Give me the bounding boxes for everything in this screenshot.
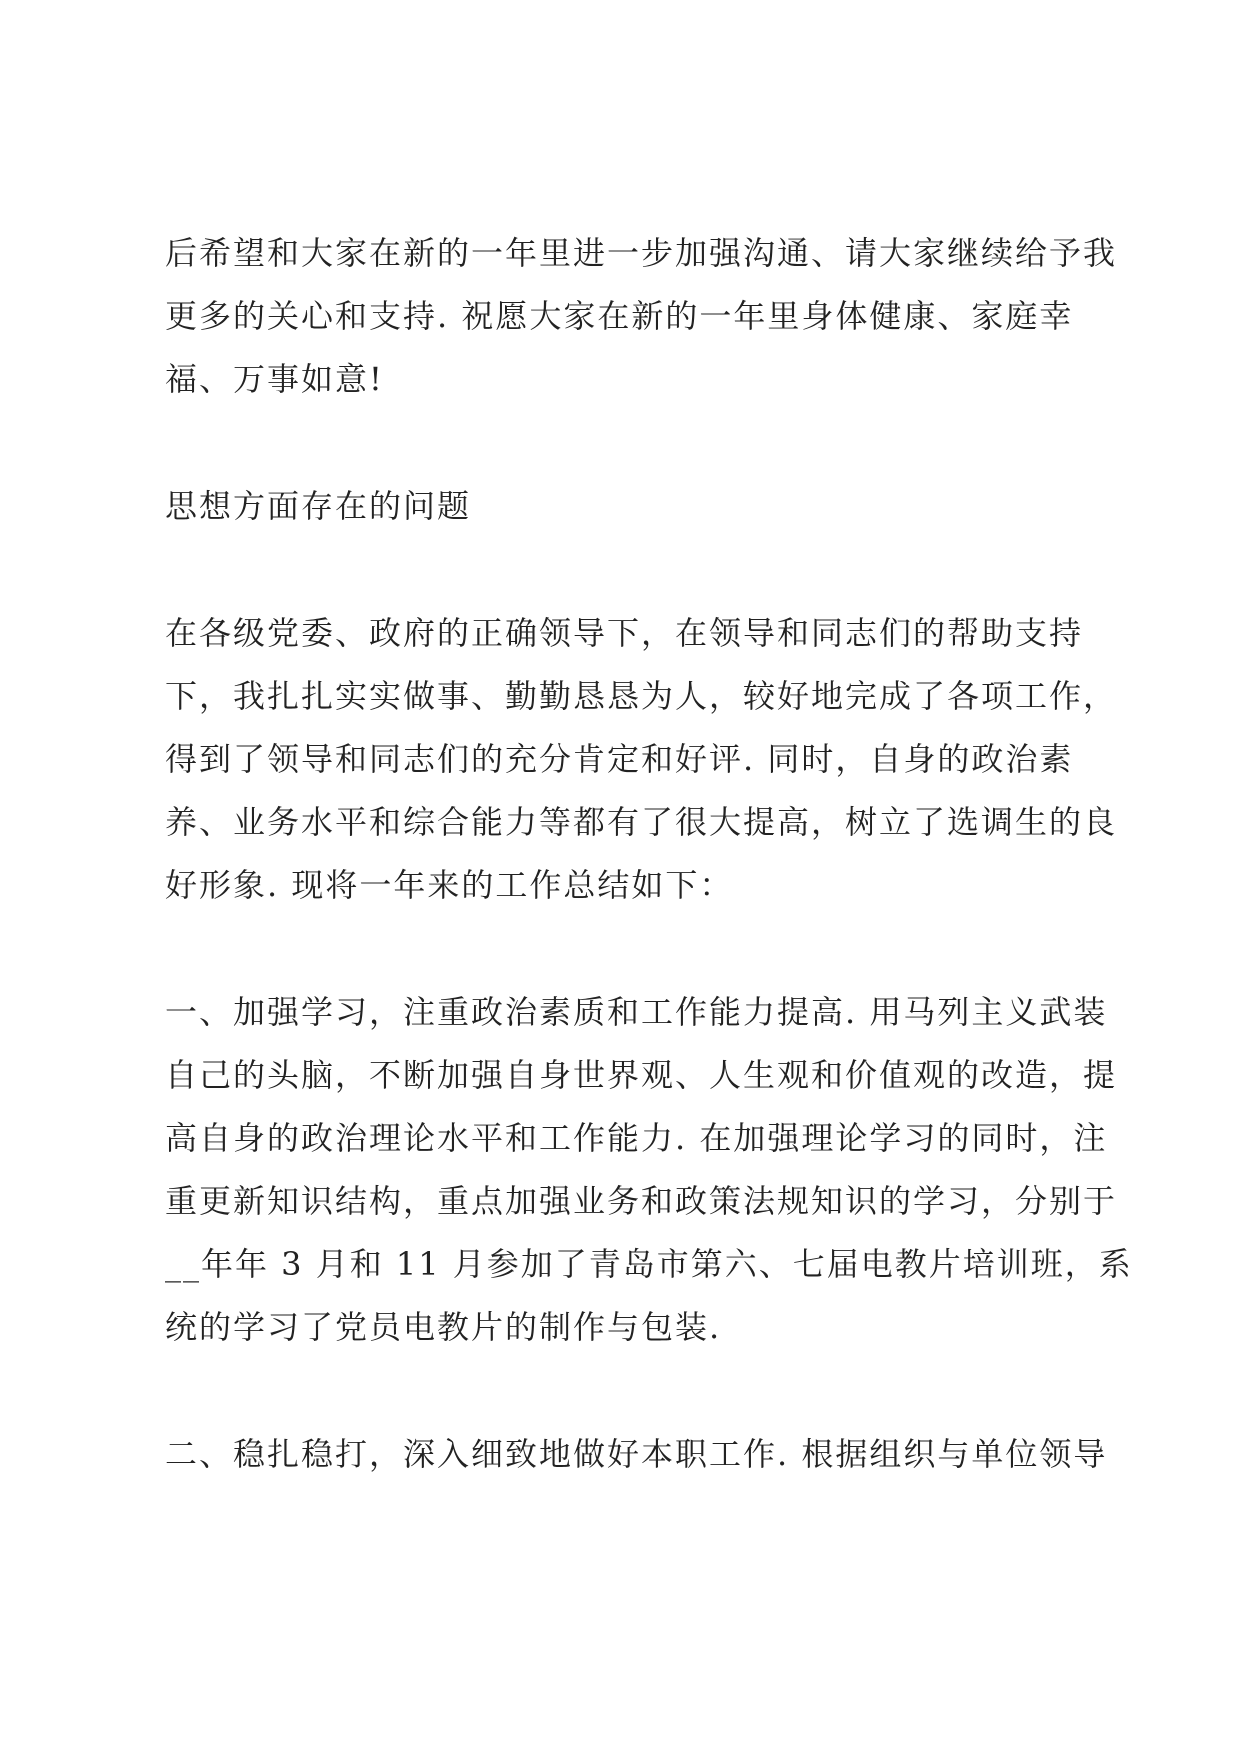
text-line: 高自身的政治理论水平和工作能力. 在加强理论学习的同时，注 (165, 1119, 1108, 1157)
paragraph-section-two (165, 1423, 1108, 1486)
text-line: 自己的头脑，不断加强自身世界观、人生观和价值观的改造，提 (165, 1056, 1118, 1094)
text-line: 重更新知识结构，重点加强业务和政策法规知识的学习，分别于 (165, 1182, 1118, 1220)
paragraph-spacer (165, 411, 1095, 475)
paragraph-spacer (165, 538, 1095, 602)
paragraph-section-one (165, 981, 1133, 1359)
document-body (165, 222, 1133, 1486)
heading-line: 思想方面存在的问题 (165, 487, 472, 525)
text-line: 在各级党委、政府的正确领导下，在领导和同志们的帮助支持 (165, 614, 1084, 652)
paragraph-spacer (165, 1359, 1095, 1423)
section-heading (165, 475, 1095, 538)
text-line: 更多的关心和支持. 祝愿大家在新的一年里身体健康、家庭幸 (165, 297, 1074, 335)
text-line: 下，我扎扎实实做事、勤勤恳恳为人，较好地完成了各项工作， (165, 677, 1118, 715)
text-line: 好形象. 现将一年来的工作总结如下： (165, 866, 734, 904)
paragraph-spacer (165, 917, 1095, 981)
text-line: 得到了领导和同志们的充分肯定和好评. 同时，自身的政治素 (165, 740, 1074, 778)
text-line: 后希望和大家在新的一年里进一步加强沟通、请大家继续给予我 (165, 234, 1118, 272)
text-line: 养、业务水平和综合能力等都有了很大提高，树立了选调生的良 (165, 803, 1118, 841)
text-line: __年年 3 月和 11 月参加了青岛市第六、七届电教片培训班，系 (165, 1245, 1133, 1283)
text-line: 福、万事如意! (165, 360, 384, 398)
text-line: 一、加强学习，注重政治素质和工作能力提高. 用马列主义武装 (165, 993, 1108, 1031)
text-line: 统的学习了党员电教片的制作与包装. (165, 1308, 722, 1346)
paragraph-introduction (165, 602, 1118, 917)
paragraph-closing-wishes (165, 222, 1118, 411)
text-line: 二、稳扎稳打，深入细致地做好本职工作. 根据组织与单位领导 (165, 1435, 1108, 1473)
